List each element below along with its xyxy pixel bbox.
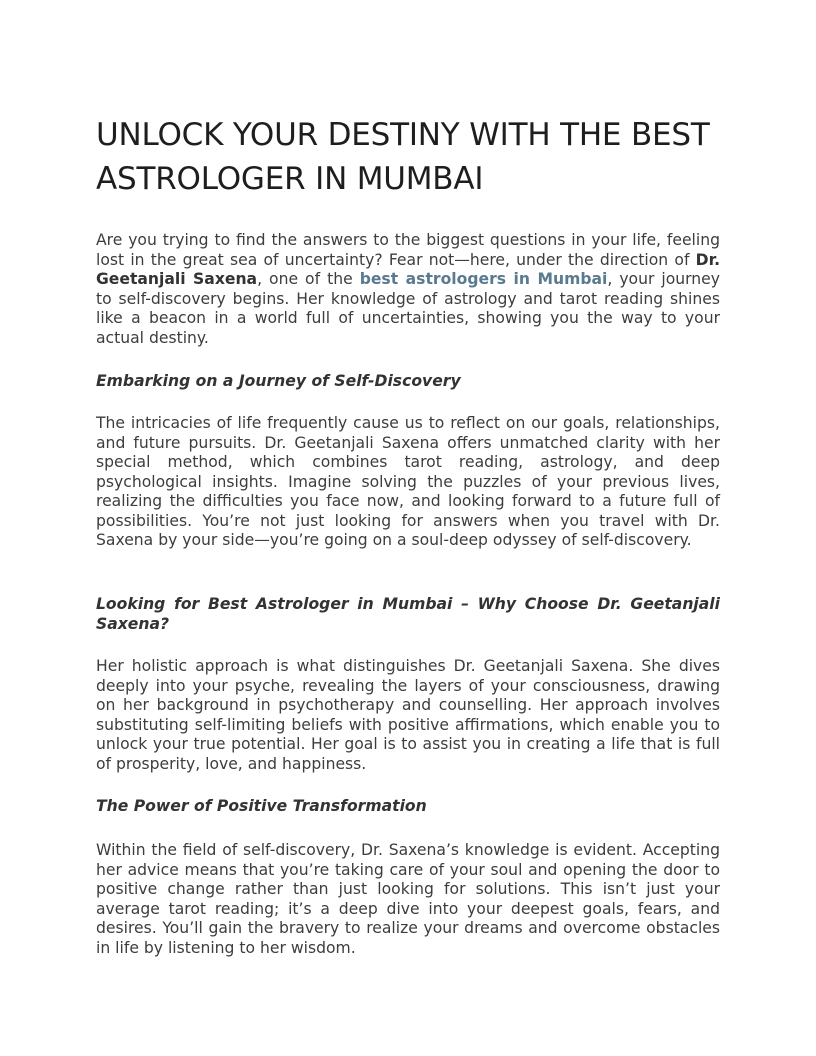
section-body-positive-transformation: Within the field of self-discovery, Dr. Saxena’s knowledge is evident. Accepting her advice means that you’re taking care of your soul and opening the door to positive change rather than just looking for solutions. This isn’t just your average tarot reading; it’s a deep dive into your deepest goals, fears, and desires. You’ll gain the bravery to realize your dreams and overcome obstacles in life by listening to her wisdom. bbox=[96, 841, 720, 957]
section-body-self-discovery: The intricacies of life frequently cause us to reflect on our goals, relationships, and future pursuits. Dr. Geetanjali Saxena offers unmatched clarity with her special method, which combines tarot reading, astrology, and deep psychological insights. Imagine solving the puzzles of your previous lives, realizing the difficulties you face now, and looking forward to a future full of possibilities. You’re not just looking for answers when you travel with Dr. Saxena by your side—you’re going on a soul-deep odyssey of self-discovery. bbox=[96, 414, 720, 549]
intro-text-1: Are you trying to find the answers to the biggest questions in your life, feeling lost in the great sea of uncertainty? Fear not—here, under the direction of bbox=[96, 231, 720, 269]
section-heading-positive-transformation: The Power of Positive Transformation bbox=[96, 797, 427, 815]
intro-text-2: , one of the bbox=[257, 270, 360, 288]
best-astrologers-link[interactable]: best astrologers in Mumbai bbox=[359, 270, 608, 288]
section-heading-self-discovery: Embarking on a Journey of Self-Discovery bbox=[96, 372, 461, 390]
intro-text-3: , your journey to self-discovery begins. Her knowledge of astrology and tarot reading shines like a beacon in a world full of uncertainties, showing you the way to your actual destiny. bbox=[96, 270, 720, 347]
section-heading-why-choose: Looking for Best Astrologer in Mumbai – Why Choose Dr. Geetanjali Saxena? bbox=[96, 595, 720, 633]
intro-paragraph bbox=[96, 231, 720, 348]
section-body-why-choose: Her holistic approach is what distinguishes Dr. Geetanjali Saxena. She dives deeply into your psyche, revealing the layers of your consciousness, drawing on her background in psychotherapy and counselling. Her approach involves substituting self-limiting beliefs with positive affirmations, which enable you to unlock your true potential. Her goal is to assist you in creating a life that is full of prosperity, love, and happiness. bbox=[96, 657, 720, 773]
page-title: UNLOCK YOUR DESTINY WITH THE BEST ASTROLOGER IN MUMBAI bbox=[96, 117, 710, 197]
doctor-name: Dr. Geetanjali Saxena bbox=[96, 250, 720, 288]
